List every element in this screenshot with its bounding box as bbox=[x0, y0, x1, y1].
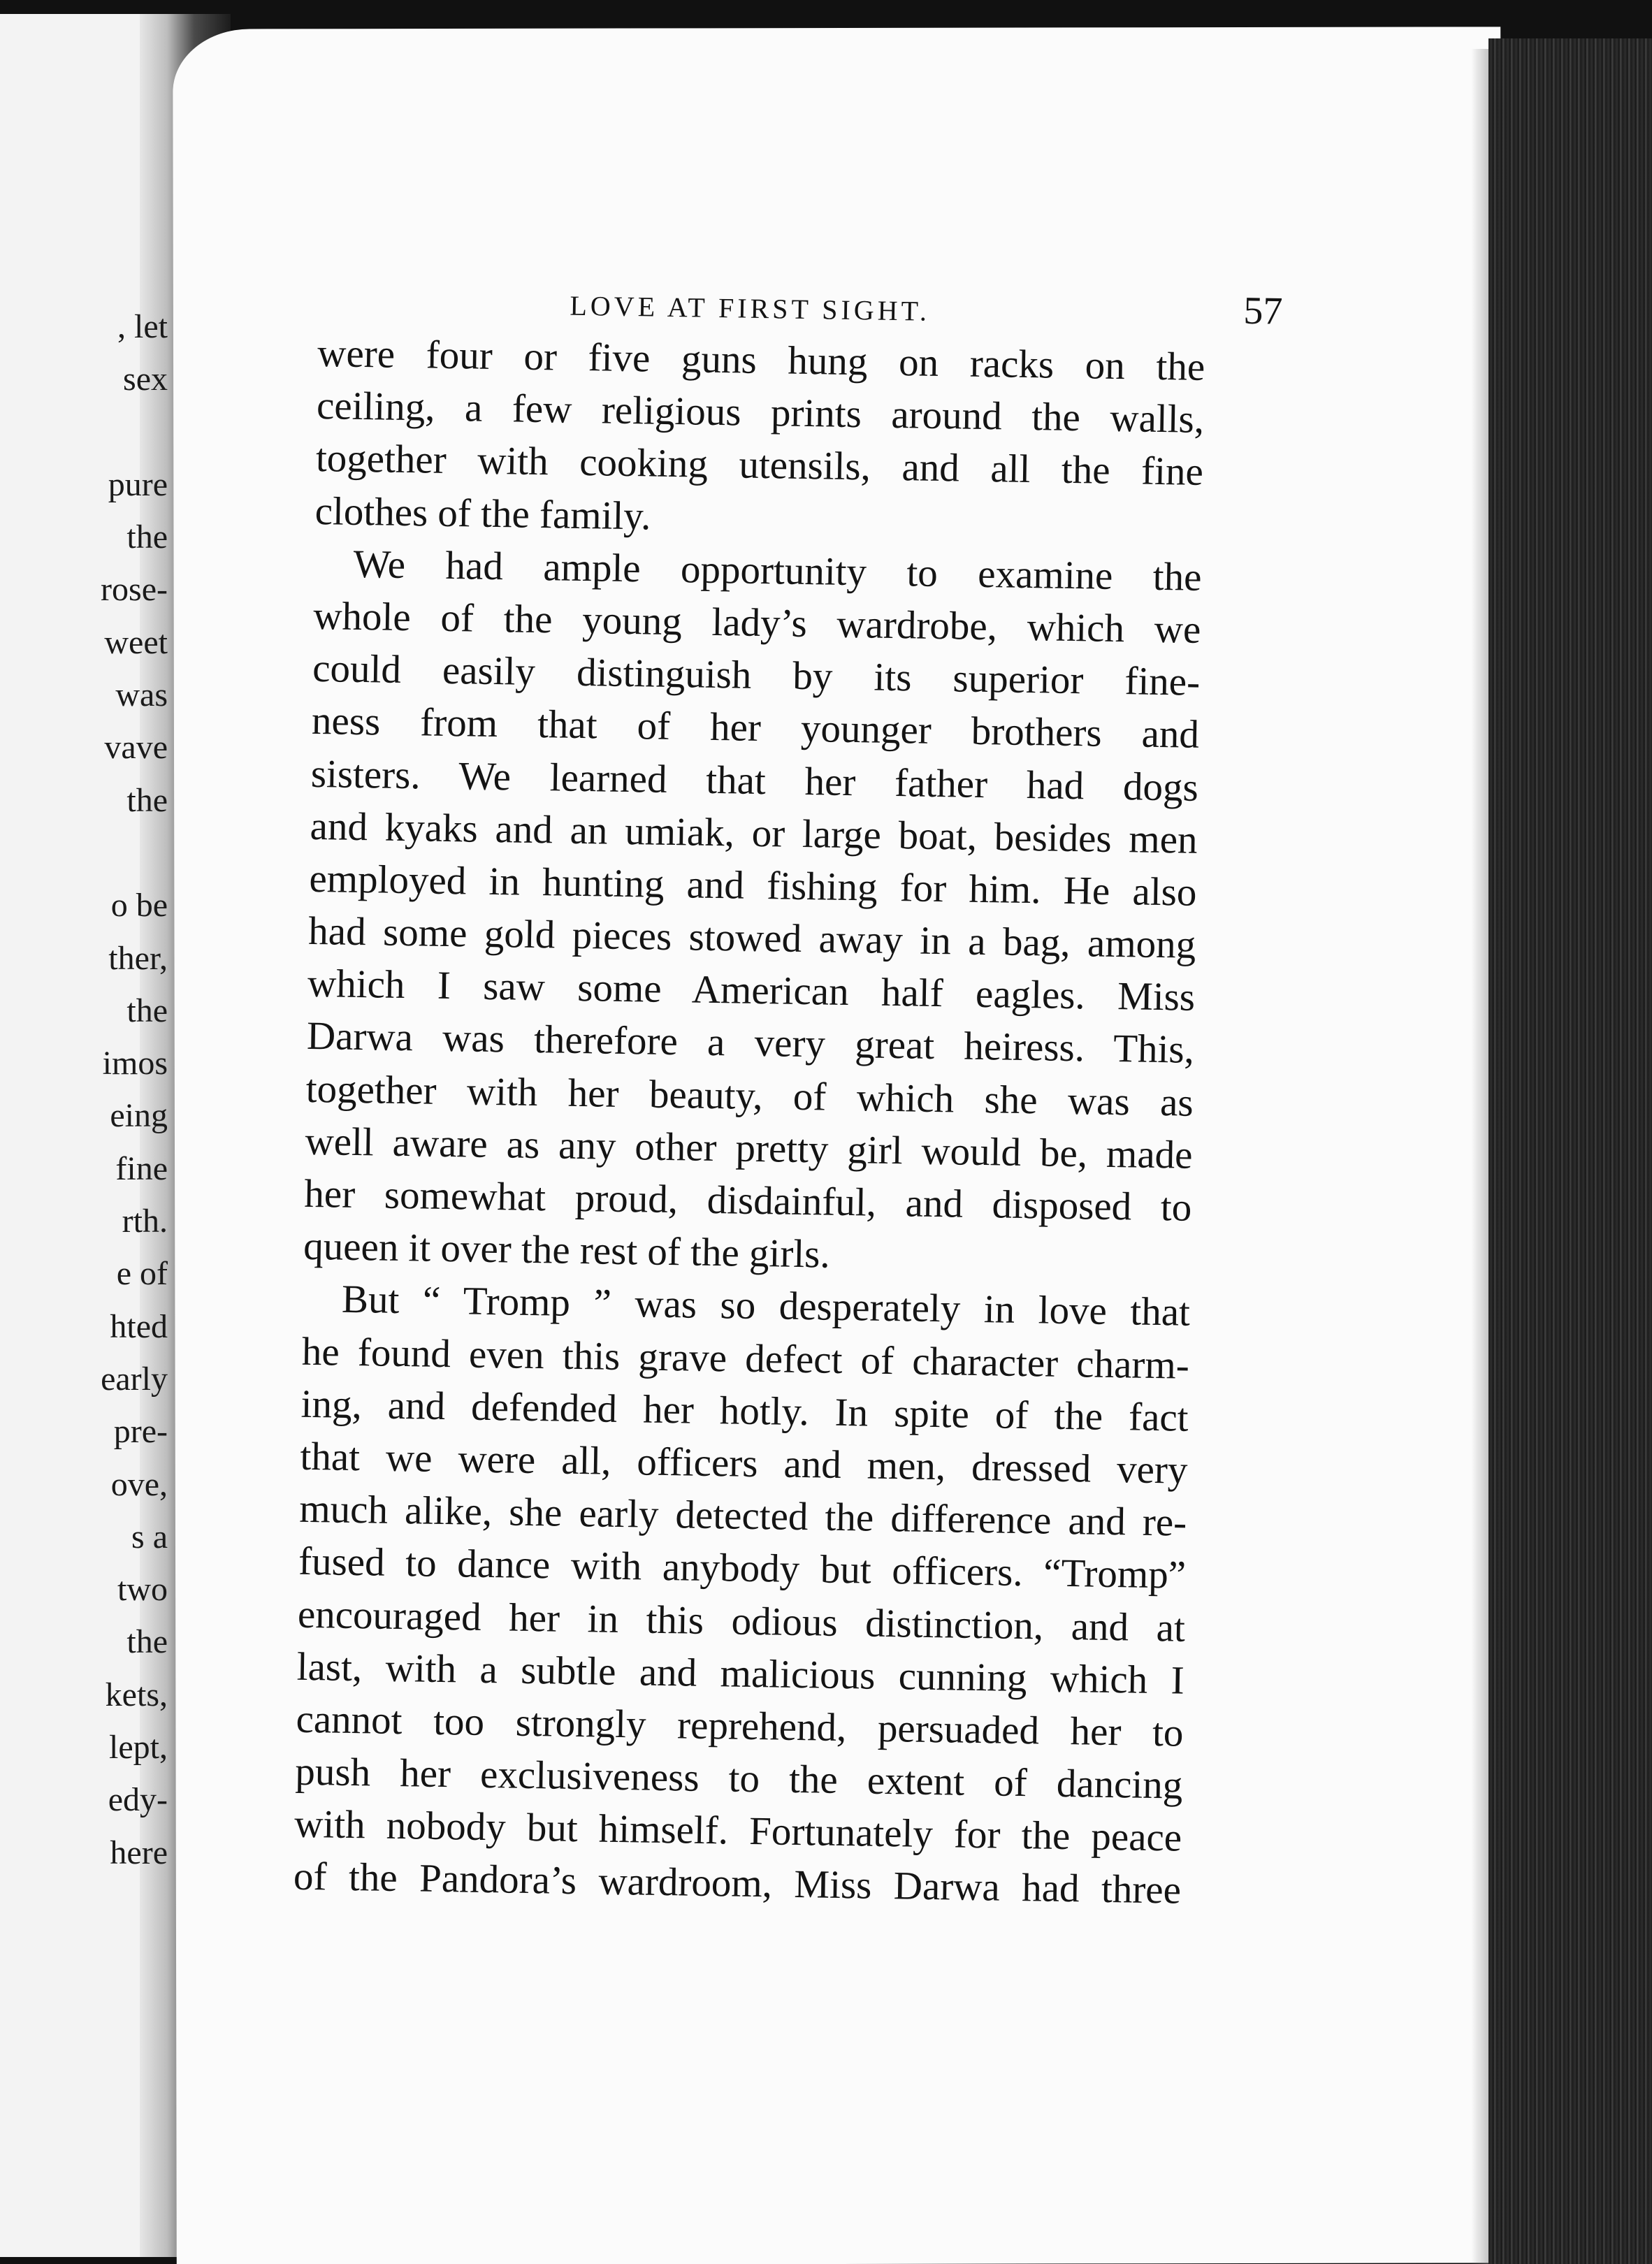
left-page-text-fragments bbox=[0, 300, 168, 1879]
text-line: he found even this grave defect of character charm- bbox=[301, 1329, 1190, 1388]
left-line: weet bbox=[104, 623, 168, 661]
text-line: Darwa was therefore a very great heiress. This, bbox=[306, 1014, 1195, 1073]
left-line bbox=[0, 827, 168, 879]
text-line: and kyaks and an umiak, or large boat, besides men bbox=[310, 804, 1198, 862]
left-line: vave bbox=[104, 729, 168, 767]
left-line: , let bbox=[117, 308, 168, 345]
left-line: eing bbox=[110, 1097, 168, 1135]
text-line: employed in hunting and fishing for him. He also bbox=[309, 856, 1197, 915]
left-line: the bbox=[126, 781, 168, 819]
text-line: of the Pandora’s wardroom, Miss Darwa had three bbox=[293, 1855, 1182, 1913]
text-line: queen it over the rest of the girls. bbox=[303, 1224, 831, 1277]
text-line: But “ Tromp ” was so desperately in love that bbox=[341, 1277, 1191, 1335]
text-line: push her exclusiveness to the extent of dancing bbox=[294, 1749, 1183, 1808]
text-line: that we were all, officers and men, dressed very bbox=[300, 1434, 1188, 1493]
text-line: much alike, she early detected the difference and re- bbox=[298, 1486, 1187, 1545]
text-line: were four or five guns hung on racks on the bbox=[317, 331, 1205, 389]
left-line: early bbox=[101, 1360, 168, 1398]
running-title: LOVE AT FIRST SIGHT. bbox=[570, 289, 931, 327]
text-line: ceiling, a few religious prints around the walls, bbox=[316, 384, 1205, 442]
left-line: kets, bbox=[105, 1676, 168, 1713]
left-line: s a bbox=[131, 1518, 168, 1555]
body-text bbox=[294, 327, 1205, 1917]
left-line bbox=[0, 406, 168, 458]
left-line: two bbox=[117, 1571, 168, 1609]
text-line: together with her beauty, of which she was as bbox=[305, 1066, 1194, 1125]
text-line: ing, and defended her hotly. In spite of the fact bbox=[300, 1381, 1189, 1440]
left-line: ther, bbox=[108, 939, 168, 977]
text-line: together with cooking utensils, and all the fine bbox=[315, 436, 1204, 495]
left-line: pre- bbox=[113, 1413, 168, 1451]
text-line: whole of the young lady’s wardrobe, which we bbox=[312, 593, 1201, 652]
text-line: which I saw some American half eagles. Miss bbox=[307, 962, 1196, 1020]
left-line: pure bbox=[108, 465, 168, 503]
text-line: had some gold pieces stowed away in a bag, among bbox=[307, 908, 1196, 967]
page-number: 57 bbox=[1242, 289, 1283, 333]
text-line: cannot too strongly reprehend, persuaded her to bbox=[296, 1697, 1184, 1755]
text-line: last, with a subtle and malicious cunning which I bbox=[296, 1644, 1185, 1703]
left-line: the bbox=[126, 518, 168, 556]
text-line: encouraged her in this odious distinction, and at bbox=[297, 1592, 1186, 1650]
left-line: ove, bbox=[110, 1465, 168, 1503]
text-line: ness from that of her younger brothers and bbox=[311, 699, 1200, 757]
left-line: here bbox=[110, 1834, 168, 1871]
text-line: clothes of the family. bbox=[314, 488, 651, 539]
left-line: o be bbox=[110, 887, 168, 924]
text-line: sisters. We learned that her father had dogs bbox=[310, 751, 1199, 810]
left-line: was bbox=[115, 676, 168, 714]
text-line: well aware as any other pretty girl would be, made bbox=[305, 1119, 1193, 1177]
left-line: rth. bbox=[122, 1203, 168, 1240]
left-line: the bbox=[126, 992, 168, 1029]
text-line: with nobody but himself. Fortunately for the peace bbox=[294, 1801, 1182, 1860]
left-line: the bbox=[126, 1623, 168, 1661]
text-line: her somewhat proud, disdainful, and disposed to bbox=[303, 1171, 1192, 1230]
book-fore-edge bbox=[1488, 38, 1652, 2264]
left-line: hted bbox=[110, 1307, 168, 1345]
text-line: fused to dance with anybody but officers. “Tromp” bbox=[298, 1539, 1187, 1598]
left-line: e of bbox=[116, 1255, 168, 1293]
text-line: We had ample opportunity to examine the bbox=[353, 542, 1202, 600]
left-line: fine bbox=[115, 1149, 168, 1187]
left-line: imos bbox=[102, 1045, 168, 1082]
left-line: sex bbox=[123, 361, 168, 398]
left-line: edy- bbox=[108, 1781, 168, 1819]
left-line: lept, bbox=[109, 1729, 168, 1766]
left-line: rose- bbox=[101, 571, 168, 609]
text-line: could easily distinguish by its superior fine- bbox=[312, 646, 1201, 705]
